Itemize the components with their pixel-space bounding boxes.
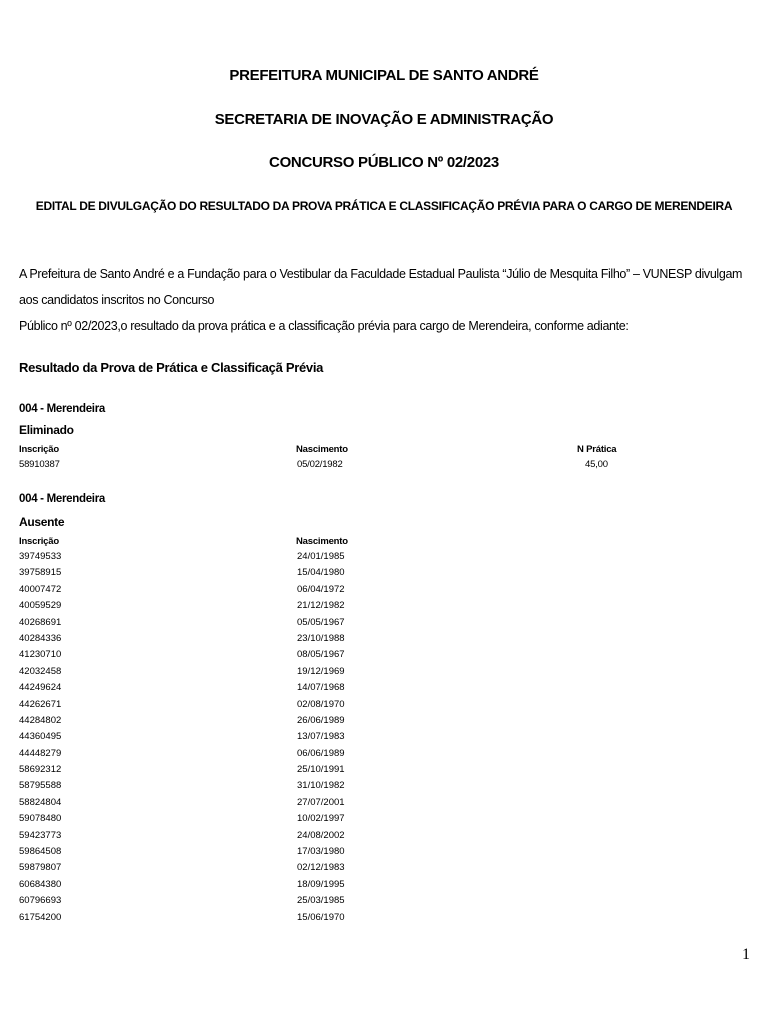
ausente-status-label: Ausente bbox=[19, 515, 65, 529]
page-number: 1 bbox=[742, 946, 750, 963]
section-title: Resultado da Prova de Prática e Classificaçã Prévia bbox=[19, 360, 324, 375]
cell-nascimento: 25/10/1991 bbox=[297, 764, 345, 776]
cell-nascimento: 23/10/1988 bbox=[297, 632, 345, 644]
cell-nascimento: 02/08/1970 bbox=[297, 698, 345, 710]
cell-nascimento: 24/01/1985 bbox=[297, 551, 345, 562]
table-row bbox=[0, 600, 768, 616]
table-row bbox=[0, 633, 768, 649]
table-row bbox=[0, 649, 768, 665]
cell-nascimento: 10/02/1997 bbox=[297, 813, 345, 825]
table-row bbox=[0, 567, 768, 583]
cell-inscricao: 39749533 bbox=[19, 551, 62, 562]
table-row bbox=[0, 895, 768, 911]
cell-inscricao: 59864508 bbox=[19, 846, 62, 858]
cell-inscricao: 40059529 bbox=[19, 600, 62, 612]
cell-inscricao: 59078480 bbox=[19, 813, 62, 825]
table-row bbox=[0, 699, 768, 715]
cell-nascimento: 24/08/2002 bbox=[297, 829, 345, 841]
eliminado-group-label: 004 - Merendeira bbox=[19, 403, 105, 415]
eliminado-cell-nascimento: 05/02/1982 bbox=[297, 459, 343, 470]
eliminado-col-nascimento: Nascimento bbox=[296, 444, 348, 455]
cell-nascimento: 17/03/1980 bbox=[297, 846, 345, 858]
cell-nascimento: 13/07/1983 bbox=[297, 731, 345, 743]
cell-inscricao: 60796693 bbox=[19, 895, 62, 907]
table-row bbox=[0, 731, 768, 747]
cell-nascimento: 26/06/1989 bbox=[297, 714, 345, 726]
table-row bbox=[0, 666, 768, 682]
table-row bbox=[0, 912, 768, 928]
cell-nascimento: 31/10/1982 bbox=[297, 780, 345, 792]
cell-nascimento: 18/09/1995 bbox=[297, 878, 345, 890]
cell-nascimento: 21/12/1982 bbox=[297, 600, 345, 612]
cell-inscricao: 61754200 bbox=[19, 911, 62, 923]
table-row bbox=[0, 780, 768, 796]
cell-inscricao: 44448279 bbox=[19, 747, 62, 759]
cell-inscricao: 44249624 bbox=[19, 682, 62, 694]
cell-nascimento: 05/05/1967 bbox=[297, 616, 345, 628]
table-row bbox=[0, 617, 768, 633]
ausente-table-body bbox=[0, 551, 768, 928]
cell-inscricao: 44360495 bbox=[19, 731, 62, 743]
table-row bbox=[0, 682, 768, 698]
ausente-col-nascimento: Nascimento bbox=[296, 536, 348, 547]
table-row bbox=[0, 879, 768, 895]
cell-inscricao: 40007472 bbox=[19, 583, 62, 595]
table-row bbox=[0, 862, 768, 878]
cell-nascimento: 06/06/1989 bbox=[297, 747, 345, 759]
intro-line-2: Público nº 02/2023,o resultado da prova prática e a classificação prévia para cargo de Merendeira, conforme adiante: bbox=[19, 319, 629, 333]
header-secretariat: SECRETARIA DE INOVAÇÃO E ADMINISTRAÇÃO bbox=[214, 111, 554, 128]
cell-inscricao: 59879807 bbox=[19, 862, 62, 874]
cell-inscricao: 58692312 bbox=[19, 764, 62, 776]
table-row bbox=[0, 748, 768, 764]
cell-nascimento: 25/03/1985 bbox=[297, 895, 345, 907]
cell-inscricao: 40284336 bbox=[19, 632, 62, 644]
table-row bbox=[0, 715, 768, 731]
cell-inscricao: 42032458 bbox=[19, 665, 62, 677]
intro-line-1: A Prefeitura de Santo André e a Fundação para o Vestibular da Faculdade Estadual Paulista “Júlio de Mesquita Filho” – VUNESP divulgam aos candidatos inscritos no Concurso bbox=[19, 267, 743, 307]
ausente-group-label: 004 - Merendeira bbox=[19, 493, 105, 505]
eliminado-col-inscricao: Inscrição bbox=[19, 444, 59, 455]
cell-nascimento: 02/12/1983 bbox=[297, 862, 345, 874]
cell-inscricao: 41230710 bbox=[19, 649, 62, 661]
cell-nascimento: 06/04/1972 bbox=[297, 583, 345, 595]
table-row bbox=[0, 813, 768, 829]
table-row bbox=[0, 551, 768, 567]
table-row bbox=[0, 764, 768, 780]
cell-nascimento: 14/07/1968 bbox=[297, 682, 345, 694]
cell-inscricao: 60684380 bbox=[19, 878, 62, 890]
cell-inscricao: 58795588 bbox=[19, 780, 62, 792]
eliminado-status-label: Eliminado bbox=[19, 423, 74, 437]
cell-nascimento: 15/06/1970 bbox=[297, 911, 345, 923]
table-row bbox=[0, 797, 768, 813]
eliminado-col-nota: N Prática bbox=[577, 444, 617, 455]
eliminado-cell-nota: 45,00 bbox=[585, 459, 608, 470]
eliminado-cell-inscricao: 58910387 bbox=[19, 459, 60, 470]
header-edict-title: EDITAL DE DIVULGAÇÃO DO RESULTADO DA PROVA PRÁTICA E CLASSIFICAÇÃO PRÉVIA PARA O CARGO DE MERENDEIRA bbox=[35, 199, 733, 213]
cell-inscricao: 58824804 bbox=[19, 796, 62, 808]
intro-paragraph bbox=[19, 261, 759, 339]
header-contest: CONCURSO PÚBLICO Nº 02/2023 bbox=[269, 154, 499, 171]
cell-nascimento: 19/12/1969 bbox=[297, 665, 345, 677]
cell-inscricao: 59423773 bbox=[19, 829, 62, 841]
header-municipality: PREFEITURA MUNICIPAL DE SANTO ANDRÉ bbox=[229, 67, 539, 84]
cell-inscricao: 44284802 bbox=[19, 714, 62, 726]
cell-inscricao: 40268691 bbox=[19, 616, 62, 628]
table-row bbox=[0, 846, 768, 862]
table-row bbox=[0, 584, 768, 600]
cell-nascimento: 08/05/1967 bbox=[297, 649, 345, 661]
cell-inscricao: 44262671 bbox=[19, 698, 62, 710]
table-row bbox=[0, 830, 768, 846]
cell-inscricao: 39758915 bbox=[19, 567, 62, 579]
ausente-col-inscricao: Inscrição bbox=[19, 536, 59, 547]
cell-nascimento: 27/07/2001 bbox=[297, 796, 345, 808]
cell-nascimento: 15/04/1980 bbox=[297, 567, 345, 579]
